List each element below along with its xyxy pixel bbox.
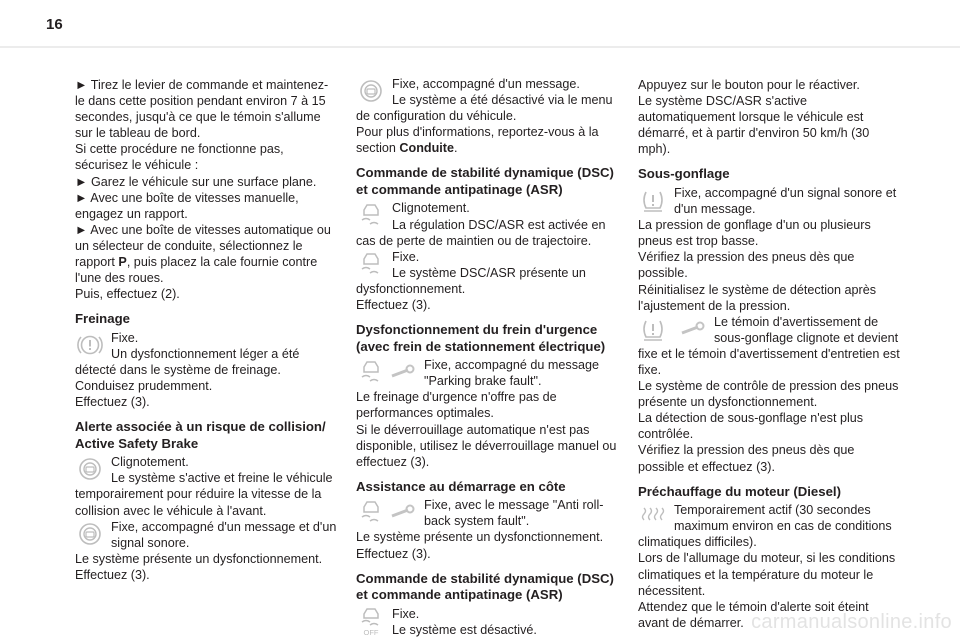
paragraph: Appuyez sur le bouton pour le réactiver. xyxy=(638,78,860,92)
section-heading: Assistance au démarrage en côte xyxy=(356,478,566,494)
paragraph: Le système a été désactivé via le menu de configuration du véhicule. xyxy=(356,93,613,124)
paragraph: Lors de l'allumage du moteur, si les conditions climatiques et la température du moteur le nécessitent. xyxy=(638,551,896,598)
text-run: Pour plus d'informations, reportez-vous à la section xyxy=(356,125,599,156)
paragraph: Attendez que le témoin d'alerte soit éteint avant de démarrer. xyxy=(638,599,869,630)
paragraph: Si le déverrouillage automatique n'est pas disponible, utilisez le déverrouillage manuel ou effectuez (3). xyxy=(356,422,617,469)
paragraph: Fixe, accompagné d'un message et d'un signal sonore. xyxy=(111,519,337,550)
glow-plug-icon xyxy=(638,502,668,534)
column-2 xyxy=(356,76,618,638)
paragraph: Vérifiez la pression des pneus dès que possible et effectuez (3). xyxy=(638,443,855,474)
warning-block xyxy=(356,497,618,561)
warning-block xyxy=(356,200,618,248)
paragraph: Le système présente un dysfonctionnement. xyxy=(75,551,323,566)
section-heading: Préchauffage du moteur (Diesel) xyxy=(638,483,841,499)
paragraph: Puis, effectuez (2). xyxy=(75,287,180,302)
warning-block xyxy=(75,519,337,583)
section-heading: Commande de stabilité dynamique (DSC) et commande antipatinage (ASR) xyxy=(356,570,614,603)
paragraph: Un dysfonctionnement léger a été détecté dans le système de freinage. xyxy=(75,346,300,377)
skidding-car-icon xyxy=(356,249,386,281)
warning-block xyxy=(356,76,618,156)
paragraph: Effectuez (3). xyxy=(75,395,150,410)
tyre-pressure-and-wrench-icon xyxy=(638,314,708,346)
skidding-car-and-wrench-icon xyxy=(356,497,418,529)
section-heading: Dysfonctionnement du frein d'urgence (avec frein de stationnement électrique) xyxy=(356,322,606,354)
warning-block xyxy=(75,330,337,410)
text-run: . xyxy=(453,141,458,156)
section-heading: Freinage xyxy=(75,311,130,327)
warning-block xyxy=(638,185,900,314)
paragraph: Le témoin d'avertissement de sous-gonflage clignote et devient fixe et le témoin d'avertissement d'entretien est fixe. xyxy=(638,314,900,377)
paragraph: Le système DSC/ASR s'active automatiquement lorsque le véhicule est démarré, et à partir d'environ 50 km/h (30 mph). xyxy=(638,94,870,157)
paragraph: Clignotement. xyxy=(111,455,189,470)
paragraph: La détection de sous-gonflage n'est plus contrôlée. xyxy=(638,411,864,442)
paragraph: Réinitialisez le système de détection après l'ajustement de la pression. xyxy=(638,282,877,313)
warning-block xyxy=(356,606,618,638)
paragraph: Fixe, accompagné du message "Parking brake fault". xyxy=(424,358,600,389)
watermark: carmanualsonline.info xyxy=(751,611,952,633)
skidding-car-off-icon xyxy=(356,606,386,638)
paragraph: Temporairement actif (30 secondes maximum environ en cas de conditions climatiques difficiles). xyxy=(638,503,892,550)
paragraph: ► Avec une boîte de vitesses manuelle, engagez un rapport. xyxy=(75,190,299,221)
paragraph: Fixe. xyxy=(392,249,420,264)
paragraph: Le système est désactivé. xyxy=(392,622,537,637)
paragraph xyxy=(75,222,337,286)
paragraph: ► Tirez le levier de commande et maintenez-le dans cette position pendant environ 7 à 15 secondes, jusqu'à ce que le témoin s'allume sur le tableau de bord. xyxy=(75,78,329,141)
skidding-car-and-wrench-icon xyxy=(356,357,418,389)
paragraph: Vérifiez la pression des pneus dès que possible. xyxy=(638,250,855,281)
section-heading: Sous-gonflage xyxy=(638,166,730,182)
paragraph: Le système présente un dysfonctionnement. xyxy=(356,530,604,545)
paragraph xyxy=(356,124,618,156)
collision-warning-icon xyxy=(75,454,105,486)
paragraph: Le système s'active et freine le véhicule temporairement pour réduire la vitesse de la collision avec le véhicule à l'avant. xyxy=(75,471,333,518)
section-heading: Alerte associée à un risque de collision/ Active Safety Brake xyxy=(75,419,326,451)
brake-warning-icon xyxy=(75,330,105,362)
text-run: , puis placez la cale fournie contre l'une des roues. xyxy=(75,255,318,286)
paragraph: Effectuez (3). xyxy=(75,567,150,582)
paragraph: Clignotement. xyxy=(392,201,470,216)
paragraph: Le système DSC/ASR présente un dysfonctionnement. xyxy=(356,265,586,296)
paragraph: Si cette procédure ne fonctionne pas, sécurisez le véhicule : xyxy=(75,142,284,173)
paragraph: La pression de gonflage d'un ou plusieurs pneus est trop basse. xyxy=(638,218,871,249)
warning-block xyxy=(356,357,618,470)
tyre-pressure-icon xyxy=(638,185,668,217)
gear-p-bold: P xyxy=(118,255,127,270)
paragraph: La régulation DSC/ASR est activée en cas de perte de maintien ou de trajectoire. xyxy=(356,217,606,248)
section-reference: Conduite xyxy=(399,141,454,156)
skidding-car-icon xyxy=(356,200,386,232)
paragraph: Fixe, accompagné d'un message. xyxy=(392,77,580,91)
paragraph: Fixe, avec le message "Anti roll-back system fault". xyxy=(424,498,604,529)
paragraph: ► Garez le véhicule sur une surface plane. xyxy=(75,174,317,189)
paragraph: Fixe. xyxy=(111,330,139,345)
section-heading: Commande de stabilité dynamique (DSC) et commande antipatinage (ASR) xyxy=(356,165,614,197)
warning-block xyxy=(638,314,900,475)
page-number: 16 xyxy=(46,16,63,33)
text-run: ► Avec une boîte de vitesses automatique ou un sélecteur de conduite, sélectionnez le rapport xyxy=(75,222,331,270)
paragraph: Effectuez (3). xyxy=(356,546,431,561)
collision-warning-icon xyxy=(75,519,105,551)
paragraph: Le système de contrôle de pression des pneus présente un dysfonctionnement. xyxy=(638,379,899,410)
paragraph: Fixe, accompagné d'un signal sonore et d'un message. xyxy=(674,185,897,217)
paragraph: Conduisez prudemment. xyxy=(75,379,213,394)
warning-block xyxy=(356,249,618,313)
paragraph: Le freinage d'urgence n'offre pas de performances optimales. xyxy=(356,390,557,421)
column-3 xyxy=(638,77,900,631)
paragraph: Fixe. xyxy=(392,606,420,621)
header-rule xyxy=(0,46,960,48)
collision-warning-icon xyxy=(356,76,386,108)
warning-block xyxy=(75,454,337,518)
column-1 xyxy=(75,77,337,583)
off-label: OFF xyxy=(363,627,379,636)
paragraph: Effectuez (3). xyxy=(356,298,431,313)
